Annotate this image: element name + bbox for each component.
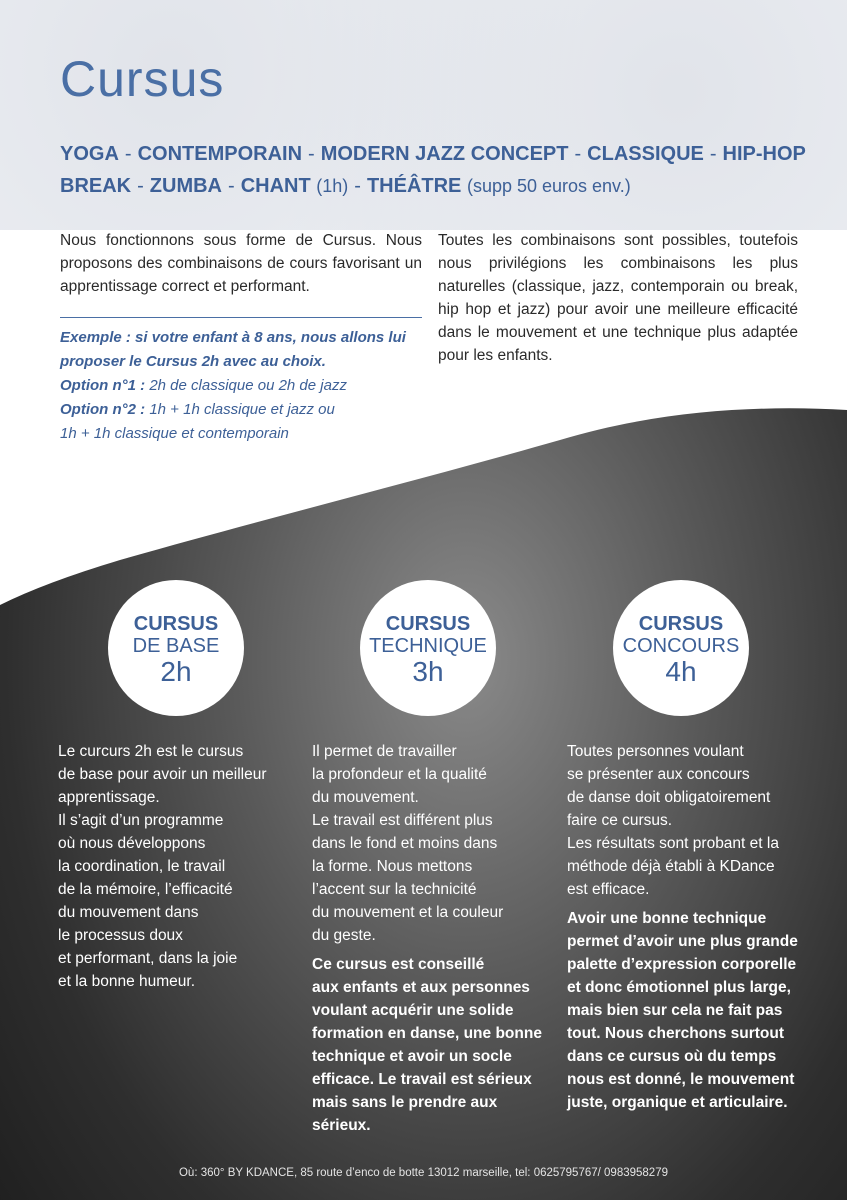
style-yoga: YOGA <box>60 143 119 165</box>
option-2: Option n°2 : 1h + 1h classique et jazz ou <box>60 401 335 418</box>
intro-left: Nous fonctionnons sous forme de Cursus. Nous proposons des combinaisons de cours favorisant un apprentissage correct et performant. <box>60 232 422 295</box>
style-contemporain: CONTEMPORAIN <box>137 143 303 165</box>
style-hiphop: HIP-HOP <box>722 143 806 165</box>
cursus-base-text: Le curcurs 2h est le cursus de base pour avoir un meilleur apprentissage. Il s’agit d’un programme où nous développons la coordination, le travail de la mémoire, l’efficacité du mouvement dans le processus doux et performant, dans la joie et la bonne humeur. <box>58 743 267 990</box>
technique-highlight: Ce cursus est conseillé aux enfants et aux personnes voulant acquérir une solide formation en danse, une bonne technique et avoir un socle efficace. Le travail est sérieux mais sans le prendre aux sérieux. <box>312 956 542 1134</box>
page-title: Cursus <box>60 51 225 107</box>
cursus-technique-text: Il permet de travailler la profondeur et la qualité du mouvement. Le travail est différent plus dans le fond et moins dans la forme. Nous mettons l’accent sur la technicité du mouvement et la couleur du geste. Ce cursus est conseillé aux enfants et aux personnes voulant acquérir une solide formation en danse, une bonne technique et avoir un socle efficace. Le travail est sérieux mais sans le prendre aux sérieux. <box>312 740 557 1137</box>
style-theatre: THÉÂTRE <box>366 175 462 197</box>
divider <box>60 317 422 318</box>
example-block <box>60 326 430 446</box>
style-modern-jazz: MODERN JAZZ CONCEPT <box>320 143 569 165</box>
example-line: Exemple : si votre enfant à 8 ans, nous allons lui proposer le Cursus 2h avec au choix. <box>60 329 406 370</box>
theatre-note: (supp 50 euros env.) <box>466 176 631 196</box>
style-classique: CLASSIQUE <box>587 143 704 165</box>
cursus-concours-text: Toutes personnes voulant se présenter aux concours de danse doit obligatoirement faire ce cursus. Les résultats sont probant et la méthode déjà établi à KDance est efficace. Avoir une bonne technique permet d’avoir une plus grande palette d’expression corporelle et donc émotionnel plus large, mais bien sur cela ne fait pas tout. Nous cherchons surtout dans ce cursus où du temps nous est donné, le mouvement juste, organique et articulaire. <box>567 740 829 1114</box>
concours-highlight: Avoir une bonne technique permet d’avoir une plus grande palette d’expression corporelle et donc émotionnel plus large, mais bien sur cela ne fait pas tout. Nous cherchons surtout dans ce cursus où du temps nous est donné, le mouvement juste, organique et articulaire. <box>567 910 798 1111</box>
style-chant: CHANT <box>240 175 311 197</box>
dance-styles-list: YOGA - CONTEMPORAIN - MODERN JAZZ CONCEPT - CLASSIQUE - HIP-HOP BREAK - ZUMBA - CHANT (1h) - THÉÂTRE (supp 50 euros env.) <box>60 143 806 197</box>
chant-note: (1h) <box>316 176 349 196</box>
style-zumba: ZUMBA <box>149 175 223 197</box>
style-break: BREAK <box>60 175 132 197</box>
intro-right: Toutes les combinaisons sont possibles, toutefois nous privilégions les combinaisons les plus naturelles (classique, jazz, contemporain ou break, hip hop et jazz) pour avoir une meilleure efficacité dans le mouvement et une technique plus adaptée pour les enfants. <box>438 232 798 364</box>
option-2-continued: 1h + 1h classique et contemporain <box>60 425 289 442</box>
footer-address: Où: 360° BY KDANCE, 85 route d’enco de botte 13012 marseille, tel: 0625795767/ 0983958279 <box>178 1167 668 1179</box>
cursus-base-circle: CURSUS DE BASE 2h <box>108 580 244 716</box>
cursus-concours-circle: CURSUS CONCOURS 4h <box>613 580 749 716</box>
option-1: Option n°1 : 2h de classique ou 2h de jazz <box>60 377 347 394</box>
cursus-technique-circle: CURSUS TECHNIQUE 3h <box>360 580 496 716</box>
